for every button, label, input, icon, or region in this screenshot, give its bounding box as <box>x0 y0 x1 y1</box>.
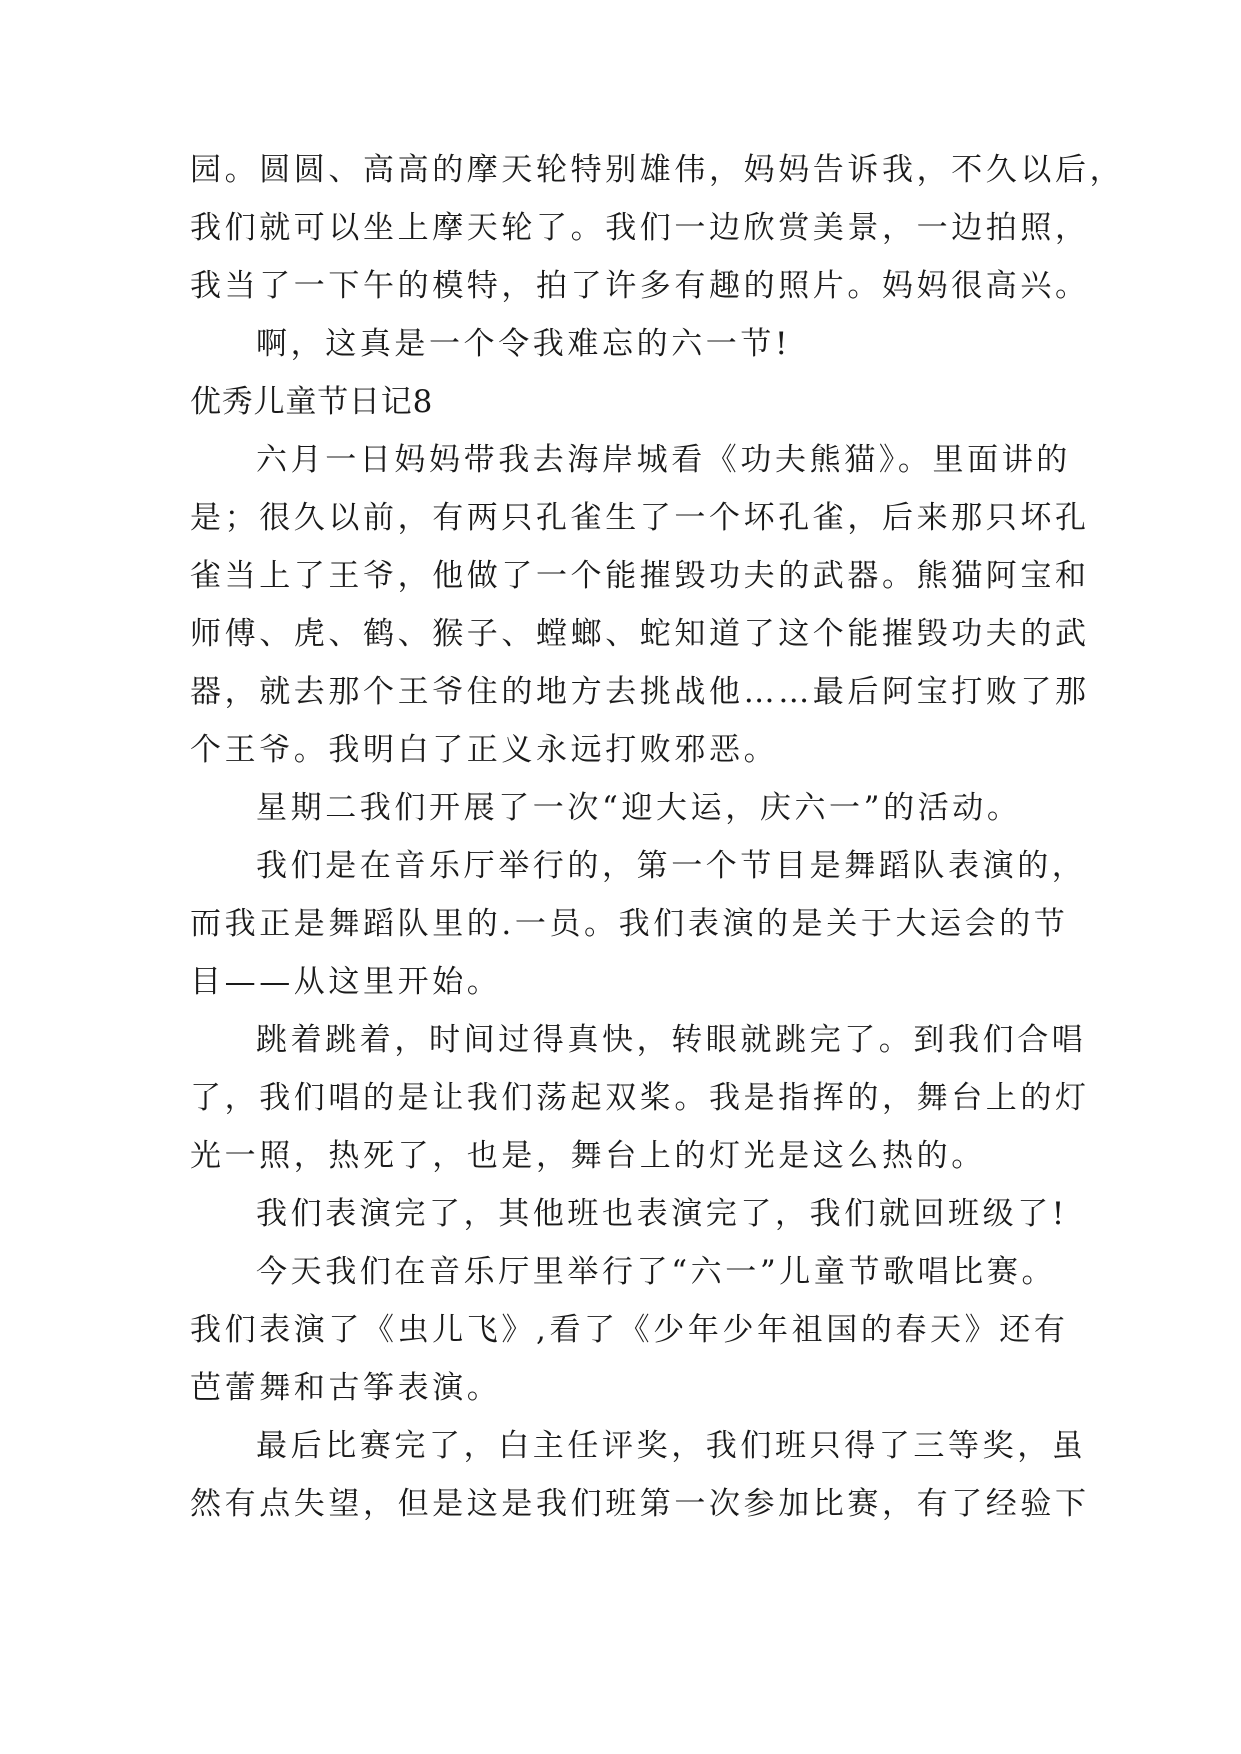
text-line: 了，我们唱的是让我们荡起双桨。我是指挥的，舞台上的灯 <box>190 1080 1090 1116</box>
text-line: 然有点失望，但是这是我们班第一次参加比赛，有了经验下 <box>190 1486 1090 1522</box>
text-line: 器，就去那个王爷住的地方去挑战他……最后阿宝打败了那 <box>190 674 1090 710</box>
text-line: 个王爷。我明白了正义永远打败邪恶。 <box>190 732 779 768</box>
text-line: 我们表演完了，其他班也表演完了，我们就回班级了! <box>256 1196 1068 1232</box>
text-line: 而我正是舞蹈队里的.一员。我们表演的是关于大运会的节 <box>190 906 1069 942</box>
text-line: 我们就可以坐上摩天轮了。我们一边欣赏美景，一边拍照， <box>190 210 1090 246</box>
text-line: 我们是在音乐厅举行的，第一个节目是舞蹈队表演的， <box>256 848 1087 884</box>
text-line: 师傅、虎、鹤、猴子、螳螂、蛇知道了这个能摧毁功夫的武 <box>190 616 1090 652</box>
text-line: 园。圆圆、高高的摩天轮特别雄伟，妈妈告诉我，不久以后， <box>190 152 1125 188</box>
text-line: 雀当上了王爷，他做了一个能摧毁功夫的武器。熊猫阿宝和 <box>190 558 1090 594</box>
text-line: 目——从这里开始。 <box>190 964 502 1000</box>
text-line: 我们表演了《虫儿飞》,看了《少年少年祖国的春天》还有 <box>190 1312 1069 1348</box>
text-line: 啊，这真是一个令我难忘的六一节! <box>256 326 792 362</box>
text-line: 六月一日妈妈带我去海岸城看《功夫熊猫》。里面讲的 <box>256 442 1071 478</box>
text-line: 跳着跳着，时间过得真快，转眼就跳完了。到我们合唱 <box>256 1022 1087 1058</box>
text-line: 光一照，热死了，也是，舞台上的灯光是这么热的。 <box>190 1138 986 1174</box>
text-line: 星期二我们开展了一次“迎大运，庆六一”的活动。 <box>256 790 1022 826</box>
text-line: 我当了一下午的模特，拍了许多有趣的照片。妈妈很高兴。 <box>190 268 1090 304</box>
section-heading: 优秀儿童节日记8 <box>190 384 434 420</box>
text-line: 最后比赛完了，白主任评奖，我们班只得了三等奖，虽 <box>256 1428 1087 1464</box>
text-line: 芭蕾舞和古筝表演。 <box>190 1370 502 1406</box>
text-line: 今天我们在音乐厅里举行了“六一”儿童节歌唱比赛。 <box>256 1254 1057 1290</box>
text-line: 是；很久以前，有两只孔雀生了一个坏孔雀，后来那只坏孔 <box>190 500 1090 536</box>
